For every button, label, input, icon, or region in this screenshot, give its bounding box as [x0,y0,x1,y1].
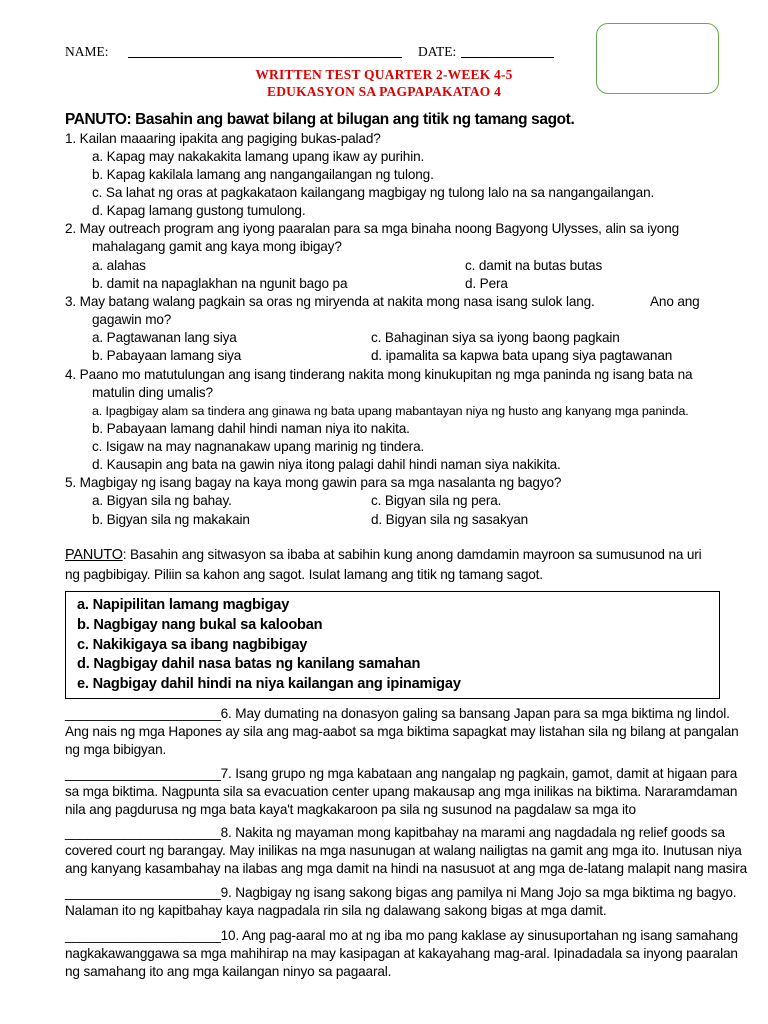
item-6 [65,705,739,759]
item-7 [65,765,738,819]
answer-choices-box [65,591,720,699]
answer-blank-10[interactable]: _____________________ [65,928,221,943]
choice-d: d. Nagbigay dahil nasa batas ng kanilang samahan [77,656,421,672]
q2-option-a[interactable]: a. alahas [92,258,146,273]
q1-option-b[interactable]: b. Kapag kakilala lamang ang nangangailangan ng tulong. [92,167,434,182]
answer-blank-6[interactable]: _____________________ [65,706,221,721]
q5-option-a[interactable]: a. Bigyan sila ng bahay. [92,493,232,508]
date-field[interactable] [461,57,554,58]
answer-blank-8[interactable]: _____________________ [65,825,221,840]
question-3-tail: Ano ang [650,294,700,309]
choice-c: c. Nakikigaya sa ibang nagbibigay [77,637,308,653]
instruction-2-text: : Basahin ang sitwasyon sa ibaba at sabihin kung anong damdamin mayroon sa sumusunod na uri [122,547,702,562]
question-3-cont: gagawin mo? [92,312,172,327]
question-1: 1. Kailan maaaring ipakita ang pagiging bukas-palad? [65,131,381,146]
q4-option-b[interactable]: b. Pabayaan lamang dahil hindi naman niya ito nakita. [92,421,410,436]
instruction-1: PANUTO: Basahin ang bawat bilang at bilugan ang titik ng tamang sagot. [65,111,575,128]
item-6-line-3: ng mga bibigyan. [65,742,167,757]
q4-option-c[interactable]: c. Isigaw na may nagnanakaw upang marinig ng tindera. [92,439,425,454]
item-6-line-1: 6. May dumating na donasyon galing sa bansang Japan para sa mga biktima ng lindol. [220,706,730,721]
item-7-line-3: nila ang pagdurusa ng mga bata kaya't magkakaroon pa sila ng susunod na pagdalaw sa mga ito [65,802,636,817]
question-3: 3. May batang walang pagkain sa oras ng miryenda at nakita mong nasa isang sulok lang. [65,294,595,309]
q3-option-b[interactable]: b. Pabayaan lamang siya [92,348,242,363]
item-7-line-2: sa mga biktima. Nagpunta sila sa evacuation center upang makausap ang mga inilikas na biktima. Nararamdaman [65,784,738,799]
item-9-line-2: Nalaman ito ng kapitbahay kaya nagpadala rin sila ng dalawang sakong bigas at mga damit. [65,903,607,918]
item-10 [65,927,739,981]
q2-option-b[interactable]: b. damit na napaglakhan na ngunit bago pa [92,276,348,291]
subject-title: EDUKASYON SA PAGPAPAKATAO 4 [266,84,502,99]
answer-blank-9[interactable]: _____________________ [65,885,221,900]
item-9-line-1: 9. Nagbigay ng isang sakong bigas ang pamilya ni Mang Jojo sa mga biktima ng bagyo. [220,885,737,900]
q5-option-b[interactable]: b. Bigyan sila ng makakain [92,512,250,527]
q5-option-d[interactable]: d. Bigyan sila ng sasakyan [371,512,529,527]
choice-e: e. Nagbigay dahil hindi na niya kailangan ang ipinamigay [77,676,461,692]
item-6-line-2: Ang nais ng mga Hapones ay sila ang mag-aabot sa mga biktima sapagkat may listahan sila ng bilang at pangalan [65,724,739,739]
q2-option-c[interactable]: c. damit na butas butas [465,258,603,273]
item-8-line-2: covered court ng barangay. May inilikas na mga nasunugan at walang nailigtas na gamit ang mga ito. Inutusan niya [65,843,742,858]
item-10-line-3: ng samahang ito ang mga kailangan ninyo sa pagaaral. [65,964,392,979]
item-8-line-3: ang kanyang kasambahay na ilabas ang mga damit na hindi na nasusuot at ang mga de-latang malapit nang masira [65,861,748,876]
instruction-2-label: PANUTO [65,547,123,563]
item-7-line-1: 7. Isang grupo ng mga kabataan ang nangalap ng pagkain, gamot, damit at higaan para [220,766,738,781]
item-9 [65,884,737,920]
question-4-cont: matulin ding umalis? [92,385,213,400]
test-title: WRITTEN TEST QUARTER 2-WEEK 4-5 [255,67,513,82]
name-field[interactable] [128,57,402,58]
q4-option-d[interactable]: d. Kausapin ang bata na gawin niya itong palagi dahil hindi naman siya nakikita. [92,457,561,472]
item-10-line-1: 10. Ang pag-aaral mo at ng iba mo pang kaklase ay sinusuportahan ng isang samahang [220,928,739,943]
instruction-2-line2: ng pagbibigay. Piliin sa kahon ang sagot. Isulat lamang ang titik ng tamang sagot. [65,567,543,582]
date-label: DATE: [418,44,457,59]
instruction-2 [65,546,702,564]
q3-option-d[interactable]: d. ipamalita sa kapwa bata upang siya pagtawanan [371,348,673,363]
item-10-line-2: nagkakawanggawa sa mga mahihirap na may kasipagan at kakayahang mag-aral. Ipinadadala sa inyong paaralan [65,946,738,961]
q5-option-c[interactable]: c. Bigyan sila ng pera. [371,493,502,508]
q1-option-c[interactable]: c. Sa lahat ng oras at pagkakataon kailangang magbigay ng tulong lalo na sa nangangailangan. [92,185,655,200]
question-4: 4. Paano mo matutulungan ang isang tinderang nakita mong kinukupitan ng mga paninda ng isang bata na [65,367,693,382]
q1-option-d[interactable]: d. Kapag lamang gustong tumulong. [92,203,306,218]
item-8-line-1: 8. Nakita ng mayaman mong kapitbahay na marami ang nagdadala ng relief goods sa [220,825,725,840]
q2-option-d[interactable]: d. Pera [465,276,508,291]
question-5: 5. Magbigay ng isang bagay na kaya mong gawin para sa mga nasalanta ng bagyo? [65,475,562,490]
question-2: 2. May outreach program ang iyong paaralan para sa mga binaha noong Bagyong Ulysses, alin sa iyong [65,221,680,236]
choice-b: b. Nagbigay nang bukal sa kalooban [77,617,323,633]
q3-option-c[interactable]: c. Bahaginan siya sa iyong baong pagkain [371,330,620,345]
question-2-cont: mahalagang gamit ang kaya mong ibigay? [92,239,342,254]
item-8 [65,824,748,878]
q1-option-a[interactable]: a. Kapag may nakakakita lamang upang ikaw ay purihin. [92,149,425,164]
q4-option-a[interactable]: a. Ipagbigay alam sa tindera ang ginawa ng bata upang mabantayan niya ng husto ang kanyang mga paninda. [92,404,689,418]
answer-blank-7[interactable]: _____________________ [65,766,221,781]
name-label: NAME: [65,44,109,59]
q3-option-a[interactable]: a. Pagtawanan lang siya [92,330,237,345]
choice-a: a. Napipilitan lamang magbigay [77,597,290,613]
